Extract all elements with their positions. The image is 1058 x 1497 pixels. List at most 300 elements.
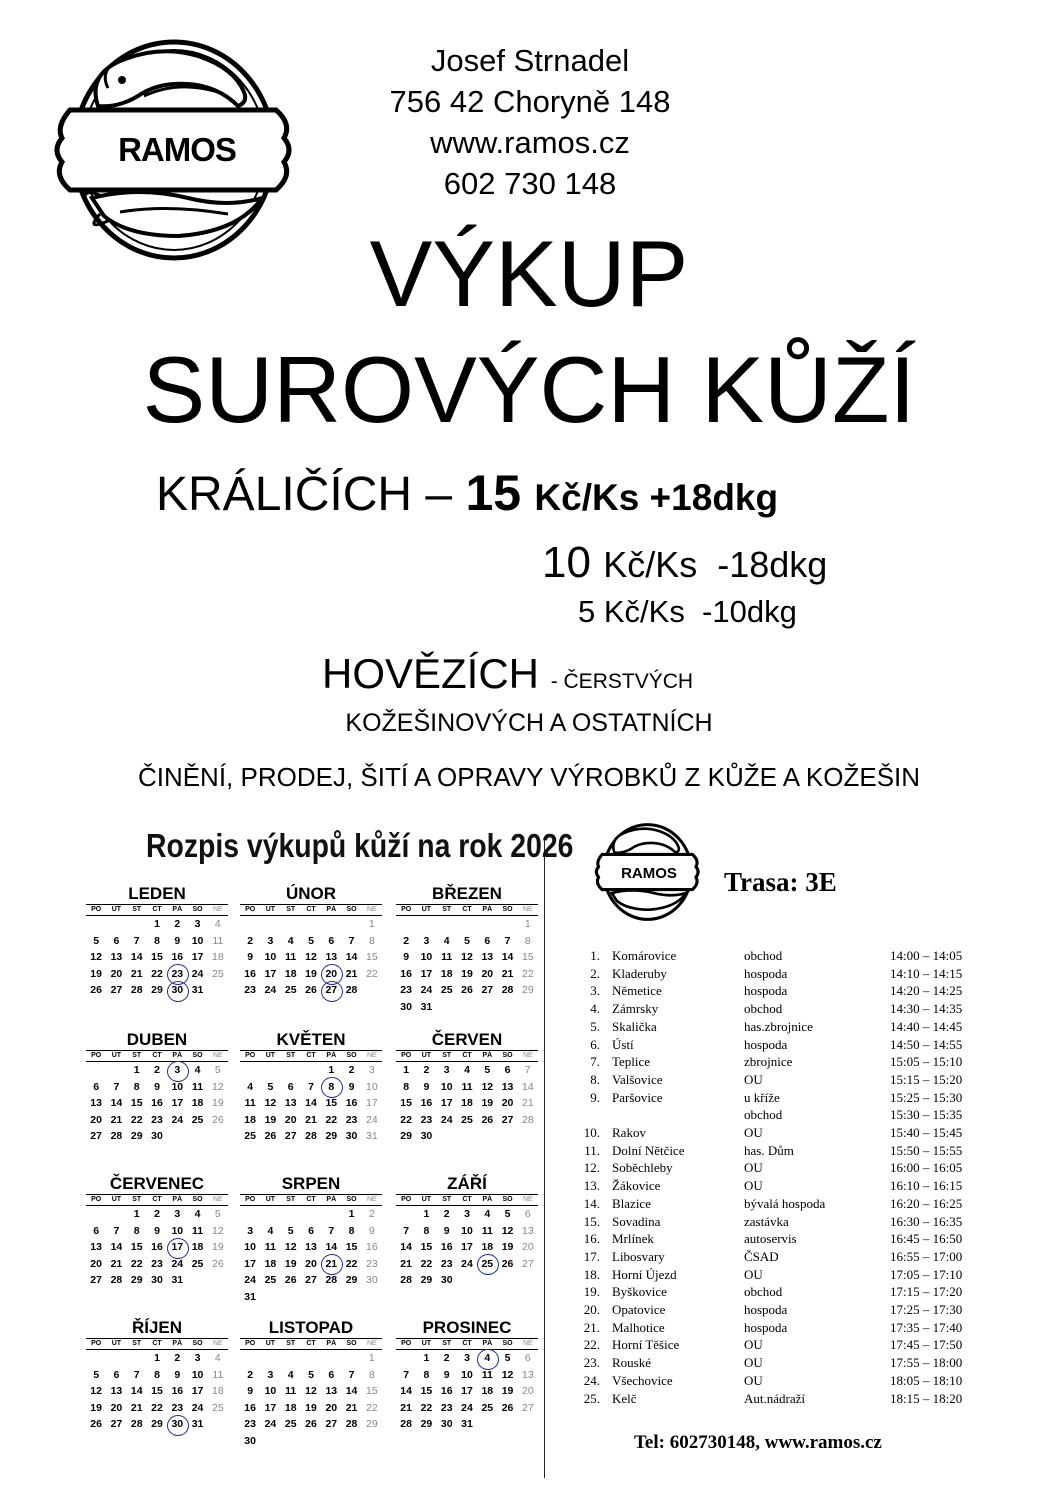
- calendar-day: 14: [400, 1241, 412, 1253]
- stop-time: 17:15 – 17:20: [890, 1284, 963, 1300]
- calendar-title: Rozpis výkupů kůží na rok 2026: [146, 827, 574, 864]
- calendar-day: 15: [366, 1385, 378, 1397]
- weekday-header: [240, 1338, 382, 1350]
- empty-day: [437, 916, 457, 933]
- stop-number: 20.: [583, 1302, 600, 1318]
- calendar-day: 26: [264, 1130, 277, 1142]
- calendar-day: 21: [130, 967, 143, 980]
- weekday-label: NE: [366, 1196, 377, 1203]
- empty-day: [260, 1062, 280, 1079]
- calendar-day: 9: [154, 1224, 160, 1237]
- calendar-day: 26: [305, 1418, 317, 1430]
- calendar-day: 12: [461, 951, 473, 963]
- calendar-day: 7: [133, 1368, 140, 1381]
- calendar-day: 19: [264, 1113, 277, 1126]
- calendar-day: 10: [244, 1241, 256, 1253]
- calendar-day: 16: [171, 1385, 184, 1397]
- stop-venue: obchod: [744, 1107, 783, 1123]
- weekday-header: [86, 1050, 228, 1062]
- calendar-day: 12: [481, 1080, 494, 1093]
- weekday-label: ÚT: [265, 906, 276, 913]
- collection-day: 25: [477, 1256, 497, 1273]
- stop-number: 10.: [583, 1125, 600, 1141]
- route-row: [568, 1266, 998, 1284]
- calendar-day: 1: [423, 1352, 430, 1364]
- route-row: [568, 1283, 998, 1301]
- stop-time: 16:30 – 16:35: [890, 1213, 963, 1229]
- calendar-day: 27: [90, 1274, 102, 1286]
- calendar-day: 23: [440, 1257, 453, 1270]
- rabbit-price-line3: 5 Kč/Ks -10dkg: [578, 594, 797, 629]
- calendar-day: 4: [214, 918, 221, 930]
- calendar-day: 25: [191, 1257, 204, 1270]
- calendar-day: 14: [110, 1097, 123, 1109]
- calendar-day: 2: [174, 1352, 181, 1364]
- calendar-day: 6: [113, 934, 120, 947]
- calendar-day: 12: [501, 1368, 514, 1381]
- month-days: [240, 1062, 382, 1145]
- stop-time: 16:55 – 17:00: [890, 1248, 963, 1264]
- route-footer: Tel: 602730148, www.ramos.cz: [634, 1432, 882, 1453]
- calendar-day: 2: [174, 918, 181, 930]
- weekday-label: ST: [442, 1196, 452, 1203]
- month-name: LISTOPAD: [268, 1318, 354, 1337]
- empty-day: [127, 916, 147, 933]
- calendar-day: 28: [400, 1418, 412, 1430]
- calendar-day: 11: [481, 1368, 493, 1381]
- calendar-day: 20: [522, 1385, 534, 1397]
- calendar-day: 11: [481, 1224, 493, 1237]
- calendar-day: 19: [90, 1401, 102, 1414]
- month-name: ČERVEN: [431, 1030, 503, 1049]
- calendar-day: 21: [400, 1257, 412, 1270]
- calendar-day: 5: [214, 1064, 221, 1076]
- route-row: [568, 1124, 998, 1142]
- calendar-day: 9: [174, 934, 181, 947]
- calendar-day: 14: [325, 1241, 338, 1253]
- calendar-day: 30: [420, 1130, 433, 1142]
- weekday-label: PÁ: [326, 1340, 337, 1347]
- calendar-day: 2: [368, 1208, 375, 1220]
- month-days: [86, 1206, 228, 1289]
- empty-day: [457, 916, 477, 933]
- calendar-day: 24: [171, 1113, 184, 1126]
- route-row: [568, 1106, 998, 1124]
- empty-day: [106, 1350, 126, 1367]
- calendar-day: 27: [110, 984, 123, 996]
- weekday-label: NE: [522, 906, 533, 913]
- stop-number: 4.: [590, 1001, 600, 1017]
- month-name: PROSINEC: [422, 1318, 512, 1337]
- route-row: [568, 1213, 998, 1231]
- weekday-label: PÁ: [172, 906, 183, 913]
- weekday-header: [86, 1194, 228, 1206]
- calendar-day: 14: [130, 951, 143, 963]
- calendar-day: 24: [440, 1113, 453, 1126]
- calendar-day: 30: [244, 1434, 256, 1447]
- empty-day: [321, 916, 341, 933]
- contact-phone: 602 730 148: [443, 166, 617, 201]
- stop-place: Soběchleby: [612, 1160, 673, 1176]
- route-row: [568, 1336, 998, 1354]
- weekday-label: PO: [91, 906, 102, 913]
- calendar-day: 2: [423, 1064, 430, 1076]
- calendar-day: 2: [443, 1208, 450, 1220]
- weekday-label: ČT: [462, 906, 472, 913]
- calendar-day: 13: [305, 1241, 317, 1253]
- calendar-day: 5: [308, 934, 314, 947]
- weekday-label: NE: [366, 1340, 377, 1347]
- route-row: [568, 1301, 998, 1319]
- route-row: [568, 965, 998, 983]
- stop-place: Byškovice: [612, 1284, 667, 1300]
- route-row: [568, 1372, 998, 1390]
- calendar-day: 5: [308, 1368, 314, 1381]
- calendar-day: 16: [345, 1097, 358, 1109]
- calendar-day: 5: [504, 1208, 511, 1220]
- calendar-day: 3: [174, 1208, 181, 1220]
- weekday-label: SO: [192, 1340, 203, 1347]
- calendar-day: 17: [461, 1241, 473, 1253]
- calendar-day: 24: [191, 967, 204, 980]
- logo-small-text: RAMOS: [621, 865, 677, 882]
- empty-day: [86, 1350, 106, 1367]
- calendar-day: 5: [214, 1208, 221, 1220]
- month-days: [86, 916, 228, 999]
- weekday-label: PO: [91, 1196, 102, 1203]
- calendar-day: 3: [194, 1352, 201, 1364]
- calendar-day: 20: [110, 967, 123, 980]
- calendar-day: 15: [130, 1097, 143, 1109]
- calendar-day: 23: [345, 1113, 358, 1126]
- stop-venue: OU: [744, 1337, 763, 1353]
- calendar-day: 15: [522, 951, 534, 963]
- weekday-header: [396, 904, 538, 916]
- weekday-label: PÁ: [172, 1340, 183, 1347]
- stop-place: Opatovice: [612, 1302, 666, 1318]
- calendar-day: 29: [151, 1418, 163, 1430]
- calendar-day: 19: [284, 1257, 297, 1270]
- calendar-day: 15: [366, 951, 378, 963]
- empty-day: [86, 916, 106, 933]
- calendar-day: 14: [130, 1385, 143, 1397]
- calendar-day: 9: [443, 1224, 450, 1237]
- calendar-day: 26: [90, 984, 102, 996]
- calendar-month: [396, 1174, 538, 1289]
- calendar-day: 23: [244, 1418, 256, 1430]
- month-name: DUBEN: [126, 1030, 188, 1049]
- weekday-label: ÚT: [265, 1340, 276, 1347]
- route-row: [568, 1142, 998, 1160]
- weekday-label: NE: [522, 1052, 533, 1059]
- calendar-day: 3: [368, 1064, 375, 1076]
- stop-place: Mrlínek: [612, 1231, 654, 1247]
- calendar-day: 23: [244, 984, 256, 996]
- weekday-label: ST: [132, 906, 142, 913]
- calendar-day: 2: [247, 934, 254, 947]
- month-name: ČERVENEC: [109, 1174, 205, 1193]
- calendar-day: 3: [464, 1208, 470, 1220]
- stop-time: 14:30 – 14:35: [890, 1001, 963, 1017]
- calendar-day: 16: [440, 1385, 453, 1397]
- weekday-label: ČT: [462, 1196, 472, 1203]
- calendar-day: 29: [366, 1418, 378, 1430]
- calendar-day: 18: [284, 967, 297, 980]
- calendar-day: 14: [501, 951, 514, 963]
- calendar-day: 4: [247, 1080, 254, 1093]
- stop-number: [568, 1106, 600, 1124]
- empty-day: [341, 916, 361, 933]
- month-name: ZÁŘÍ: [447, 1174, 487, 1193]
- column-divider: [544, 838, 545, 1478]
- calendar-day: 17: [264, 967, 277, 980]
- calendar-day: 1: [423, 1208, 430, 1220]
- calendar-day: 19: [305, 1401, 317, 1414]
- route-row: [568, 982, 998, 1000]
- weekday-label: NE: [366, 1052, 377, 1059]
- stop-time: 16:45 – 16:50: [890, 1231, 963, 1247]
- stop-venue: hospoda: [744, 983, 788, 999]
- calendar-day: 10: [264, 1385, 277, 1397]
- empty-day: [321, 1206, 341, 1223]
- calendar-day: 5: [93, 1368, 100, 1381]
- weekday-label: PO: [401, 1196, 412, 1203]
- calendar-day: 25: [284, 984, 297, 996]
- calendar-day: 18: [284, 1401, 297, 1414]
- stop-venue: hospoda: [744, 1302, 788, 1318]
- calendar-day: 14: [305, 1097, 317, 1109]
- calendar-day: 18: [264, 1257, 277, 1270]
- rabbit-price-line1: [156, 463, 778, 528]
- weekday-label: SO: [502, 1196, 513, 1203]
- cattle-label: HOVĚZÍCH: [322, 650, 540, 697]
- weekday-label: PO: [245, 1340, 256, 1347]
- empty-day: [260, 916, 280, 933]
- stop-time: 18:15 – 18:20: [890, 1390, 963, 1406]
- calendar-day: 13: [481, 951, 494, 963]
- calendar-day: 27: [284, 1130, 297, 1142]
- calendar-day: 4: [267, 1224, 274, 1237]
- calendar-day: 25: [481, 1401, 494, 1414]
- calendar-day: 5: [504, 1352, 511, 1364]
- empty-day: [396, 916, 416, 933]
- calendar-day: 28: [130, 984, 143, 996]
- calendar-day: 13: [325, 1385, 338, 1397]
- contact-name: Josef Strnadel: [430, 43, 630, 78]
- calendar-day: 18: [461, 1097, 473, 1109]
- weekday-label: PÁ: [326, 1196, 337, 1203]
- stop-venue: OU: [744, 1355, 763, 1371]
- stop-number: 22.: [583, 1337, 600, 1353]
- weekday-label: SO: [346, 1196, 357, 1203]
- weekday-label: NE: [212, 906, 223, 913]
- empty-day: [260, 1206, 280, 1223]
- empty-day: [260, 1350, 280, 1367]
- calendar-day: 18: [191, 1097, 204, 1109]
- calendar-day: 4: [287, 934, 294, 947]
- weekday-label: NE: [366, 906, 377, 913]
- stop-venue: zbrojnice: [744, 1054, 793, 1070]
- route-row: [568, 1089, 998, 1107]
- calendar-month: [396, 884, 538, 1015]
- stop-time: 16:20 – 16:25: [890, 1195, 963, 1211]
- calendar-day: 28: [345, 1418, 358, 1430]
- stop-time: 15:40 – 15:45: [890, 1125, 963, 1141]
- calendar-day: 1: [348, 1208, 355, 1220]
- weekday-label: PÁ: [326, 1052, 337, 1059]
- stop-time: 18:05 – 18:10: [890, 1372, 963, 1388]
- calendar-day: 3: [464, 1352, 470, 1364]
- stop-venue: OU: [744, 1071, 763, 1087]
- calendar-day: 10: [366, 1080, 378, 1093]
- empty-day: [240, 1062, 260, 1079]
- month-days: [86, 1062, 228, 1145]
- weekday-label: ÚT: [111, 906, 122, 913]
- calendar-day: 20: [305, 1257, 317, 1270]
- calendar-day: 11: [192, 1080, 204, 1093]
- calendar-day: 6: [524, 1352, 531, 1364]
- calendar-day: 17: [244, 1257, 256, 1270]
- stop-number: 9.: [590, 1089, 600, 1105]
- weekday-label: ČT: [152, 1052, 162, 1059]
- calendar-day: 20: [284, 1113, 297, 1126]
- stop-place: [600, 1106, 744, 1124]
- calendar-day: 15: [151, 1385, 163, 1397]
- calendar-day: 21: [522, 1097, 534, 1109]
- stop-venue: OU: [744, 1266, 763, 1282]
- route-row: [568, 1000, 998, 1018]
- calendar-day: 12: [264, 1097, 277, 1109]
- calendar-day: 14: [522, 1080, 534, 1093]
- calendar-day: 27: [305, 1274, 317, 1286]
- stop-place: Komárovice: [612, 948, 677, 963]
- calendar-day: 29: [420, 1418, 433, 1430]
- calendar-month: [396, 1318, 538, 1433]
- calendar-day: 7: [403, 1368, 410, 1381]
- stop-venue: hospoda: [744, 1319, 788, 1335]
- stop-place: Libosvary: [612, 1248, 665, 1264]
- stop-number: 11.: [584, 1142, 600, 1158]
- weekday-label: ČT: [306, 1196, 316, 1203]
- calendar-day: 12: [212, 1224, 224, 1237]
- stop-venue: has. Dům: [744, 1142, 794, 1158]
- calendar-day: 2: [443, 1352, 450, 1364]
- calendar-day: 26: [461, 984, 473, 996]
- calendar-day: 11: [461, 1080, 473, 1093]
- calendar-day: 21: [345, 967, 358, 980]
- month-days: [240, 916, 382, 999]
- calendar-day: 1: [133, 1064, 140, 1076]
- weekday-label: PO: [91, 1052, 102, 1059]
- calendar-day: 26: [305, 984, 317, 996]
- calendar-day: 8: [423, 1224, 430, 1237]
- calendar-day: 13: [522, 1368, 534, 1381]
- calendar-day: 24: [461, 1257, 473, 1270]
- calendar-day: 22: [400, 1113, 412, 1126]
- stop-place: Kladeruby: [612, 965, 667, 981]
- calendar-day: 5: [93, 934, 100, 947]
- calendar-day: 9: [443, 1368, 450, 1381]
- calendar-day: 27: [481, 984, 494, 996]
- calendar-day: 16: [440, 1241, 453, 1253]
- weekday-label: ČT: [306, 906, 316, 913]
- stop-number: 24.: [583, 1372, 600, 1388]
- calendar-day: 12: [501, 1224, 514, 1237]
- calendar-day: 25: [284, 1418, 297, 1430]
- calendar-month: [240, 1174, 382, 1305]
- calendar-day: 27: [522, 1401, 534, 1414]
- calendar-day: 8: [154, 934, 160, 947]
- weekday-label: ČT: [152, 1196, 162, 1203]
- calendar-day: 25: [461, 1113, 473, 1126]
- month-days: [86, 1350, 228, 1433]
- empty-day: [106, 916, 126, 933]
- month-days: [240, 1206, 382, 1305]
- empty-day: [301, 1350, 321, 1367]
- route-row: [568, 1177, 998, 1195]
- stop-time: 15:15 – 15:20: [890, 1071, 963, 1087]
- calendar-day: 21: [501, 967, 514, 980]
- weekday-label: SO: [502, 906, 513, 913]
- route-row: [568, 1354, 998, 1372]
- calendar-day: 23: [151, 1113, 163, 1126]
- calendar-day: 17: [420, 967, 433, 980]
- calendar-day: 10: [171, 1224, 184, 1237]
- calendar-day: 28: [522, 1113, 534, 1126]
- calendar-day: 9: [403, 951, 410, 963]
- weekday-label: ČT: [462, 1340, 472, 1347]
- calendar-day: 23: [366, 1257, 378, 1270]
- weekday-label: ÚT: [111, 1340, 122, 1347]
- stop-number: 3.: [590, 983, 600, 999]
- weekday-label: SO: [192, 906, 203, 913]
- calendar-day: 28: [325, 1274, 338, 1286]
- calendar-day: 25: [440, 984, 453, 996]
- weekday-label: PÁ: [172, 1052, 183, 1059]
- calendar-day: 3: [423, 934, 430, 947]
- collection-day: 20: [321, 966, 341, 983]
- calendar-day: 29: [345, 1274, 358, 1286]
- calendar-day: 1: [154, 918, 160, 930]
- calendar-day: 7: [308, 1080, 314, 1093]
- calendar-day: 9: [154, 1080, 160, 1093]
- weekday-header: [240, 1194, 382, 1206]
- stop-time: 17:35 – 17:40: [890, 1319, 963, 1335]
- weekday-label: SO: [346, 1340, 357, 1347]
- weekday-header: [86, 1338, 228, 1350]
- calendar-day: 5: [484, 1064, 491, 1076]
- route-row: [568, 1195, 998, 1213]
- weekday-label: PO: [245, 1196, 256, 1203]
- stop-venue: autoservis: [744, 1231, 797, 1247]
- calendar-day: 6: [93, 1080, 100, 1093]
- month-name: ÚNOR: [285, 884, 337, 903]
- calendar-day: 22: [130, 1257, 143, 1270]
- weekday-label: SO: [346, 906, 357, 913]
- calendar-day: 22: [522, 967, 534, 980]
- empty-day: [106, 1062, 126, 1079]
- calendar-day: 9: [247, 1385, 254, 1397]
- calendar-day: 11: [212, 1368, 224, 1381]
- calendar-day: 27: [90, 1130, 102, 1142]
- calendar-day: 3: [194, 918, 201, 930]
- calendar-day: 28: [305, 1130, 317, 1142]
- calendar-day: 14: [345, 951, 358, 963]
- main-title-line1: VÝKUP: [369, 221, 689, 326]
- weekday-label: ČT: [306, 1340, 316, 1347]
- weekday-label: ÚT: [421, 1196, 432, 1203]
- calendar-day: 16: [244, 967, 256, 980]
